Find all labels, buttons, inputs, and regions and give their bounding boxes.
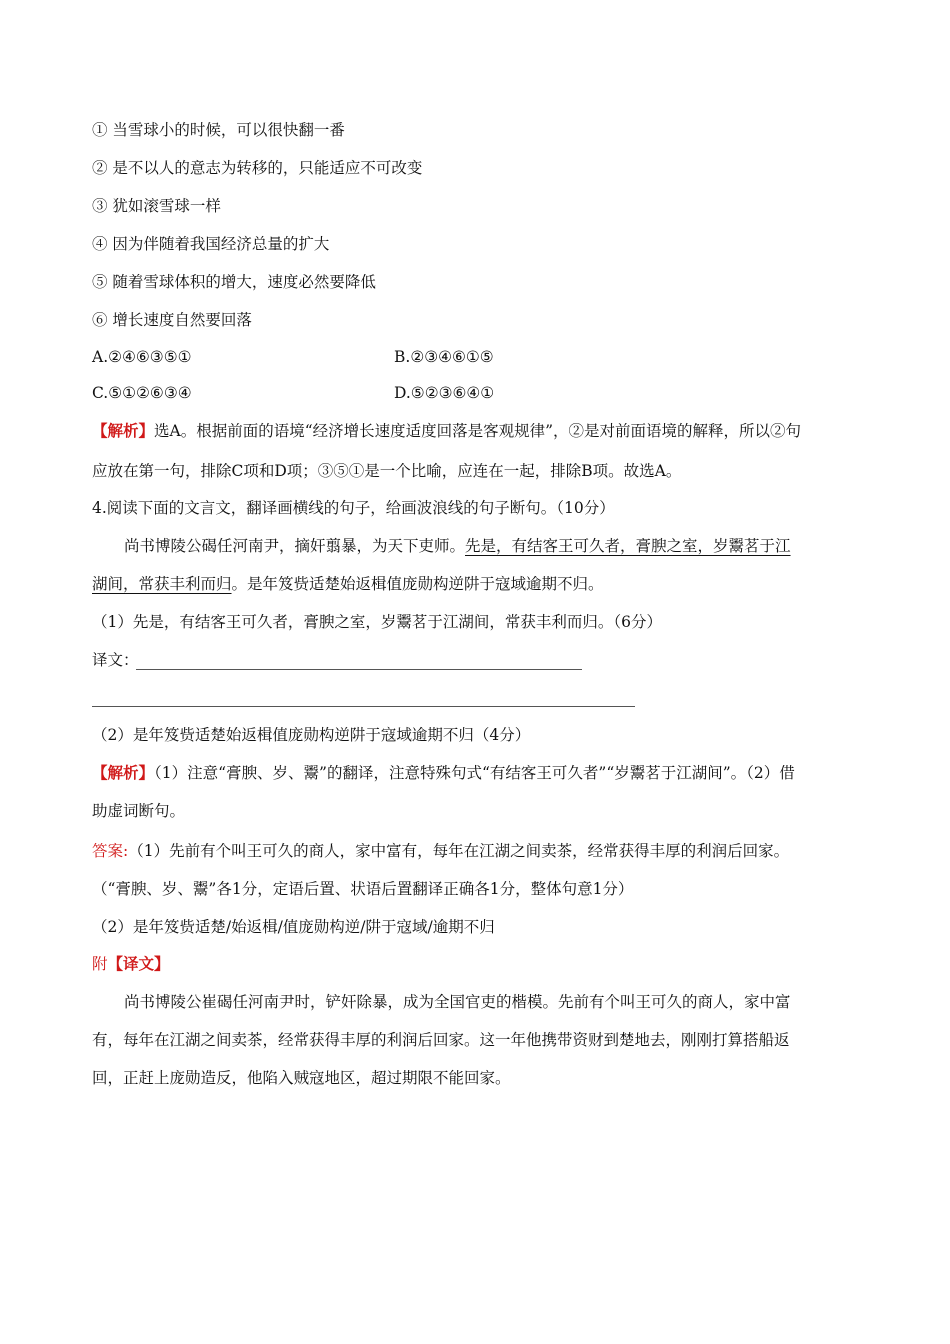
passage-underlined-2: 湖间，常获丰利而归	[92, 575, 232, 593]
appendix-line-2: 有，每年在江湖之间卖茶，经常获得丰厚的利润后回家。这一年他携带资财到楚地去，刚刚打算搭船返	[92, 1031, 790, 1049]
analysis-tag: 【解析】	[92, 763, 155, 782]
answer-line-1	[136, 669, 582, 670]
option-row-2	[92, 382, 862, 404]
sentence-1: ① 当雪球小的时候，可以很快翻一番	[92, 121, 345, 139]
sentence-6: ⑥ 增长速度自然要回落	[92, 311, 252, 329]
sub-question-1: （1）先是，有结客王可久者，膏腴之室，岁鬻茗于江湖间，常获丰利而归。（6分）	[92, 613, 662, 631]
analysis-4-line-2: 助虚词断句。	[92, 802, 186, 820]
option-a: A.②④⑥③⑤①	[92, 348, 192, 366]
sentence-3: ③ 犹如滚雪球一样	[92, 197, 221, 215]
option-b: B.②③④⑥①⑤	[394, 348, 494, 366]
analysis-3-text-1: 选A。根据前面的语境“经济增长速度适度回落是客观规律”，②是对前面语境的解释，所以②句	[154, 422, 802, 440]
option-row-1	[92, 346, 862, 368]
answer-tag: 答案:	[92, 842, 129, 860]
sentence-5: ⑤ 随着雪球体积的增大，速度必然要降低	[92, 273, 376, 291]
appendix-heading	[92, 953, 170, 975]
answer-sentence-break: （2）是年笈赀适楚/始返楫/值庞勋构逆/阱于寇域/逾期不归	[92, 918, 495, 936]
answer-text-1: （1）先前有个叫王可久的商人，家中富有，每年在江湖之间卖茶，经常获得丰厚的利润后回家。	[128, 842, 790, 860]
option-c: C.⑤①②⑥③④	[92, 384, 192, 402]
answer-scoring-note: （“膏腴、岁、鬻”各1分，定语后置、状语后置翻译正确各1分，整体句意1分）	[92, 880, 634, 898]
appendix-line-3: 回，正赶上庞勋造反，他陷入贼寇地区，超过期限不能回家。	[92, 1069, 511, 1087]
passage-end: 。是年笈赀适楚始返楫值庞勋构逆阱于寇域逾期不归。	[231, 575, 604, 593]
translation-label: 译文：	[92, 651, 139, 669]
appendix-tag: 【译文】	[107, 954, 170, 973]
question-4-title: 4.阅读下面的文言文，翻译画横线的句子，给画波浪线的句子断句。（10分）	[92, 499, 615, 517]
analysis-4-text-1: （1）注意“膏腴、岁、鬻”的翻译，注意特殊句式“有结客王可久者”“岁鬻茗于江湖间”。（2）借	[154, 764, 795, 782]
sentence-2: ② 是不以人的意志为转移的，只能适应不可改变	[92, 159, 423, 177]
appendix-prefix: 附	[92, 955, 108, 973]
passage-line-2	[92, 573, 604, 595]
sub-question-2: （2）是年笈赀适楚始返楫值庞勋构逆阱于寇域逾期不归（4分）	[92, 726, 531, 744]
analysis-3-line-1	[92, 420, 801, 442]
answer-line-1-text	[92, 840, 789, 862]
passage-underlined-1: 先是，有结客王可久者，膏腴之室，岁鬻茗于江	[465, 537, 791, 555]
appendix-line-1: 尚书博陵公崔碣任河南尹时，铲奸除暴，成为全国官吏的楷模。先前有个叫王可久的商人，家中富	[124, 993, 791, 1011]
analysis-tag: 【解析】	[92, 421, 155, 440]
sentence-4: ④ 因为伴随着我国经济总量的扩大	[92, 235, 330, 253]
answer-line-2	[92, 706, 635, 707]
option-d: D.⑤②③⑥④①	[394, 384, 495, 402]
passage-start: 尚书博陵公碣任河南尹，摘奸翦暴，为天下吏师。	[124, 537, 466, 555]
passage-line-1	[124, 535, 791, 557]
analysis-3-line-2: 应放在第一句，排除C项和D项；③⑤①是一个比喻，应连在一起，排除B项。故选A。	[92, 462, 682, 480]
analysis-4-line-1	[92, 762, 795, 784]
